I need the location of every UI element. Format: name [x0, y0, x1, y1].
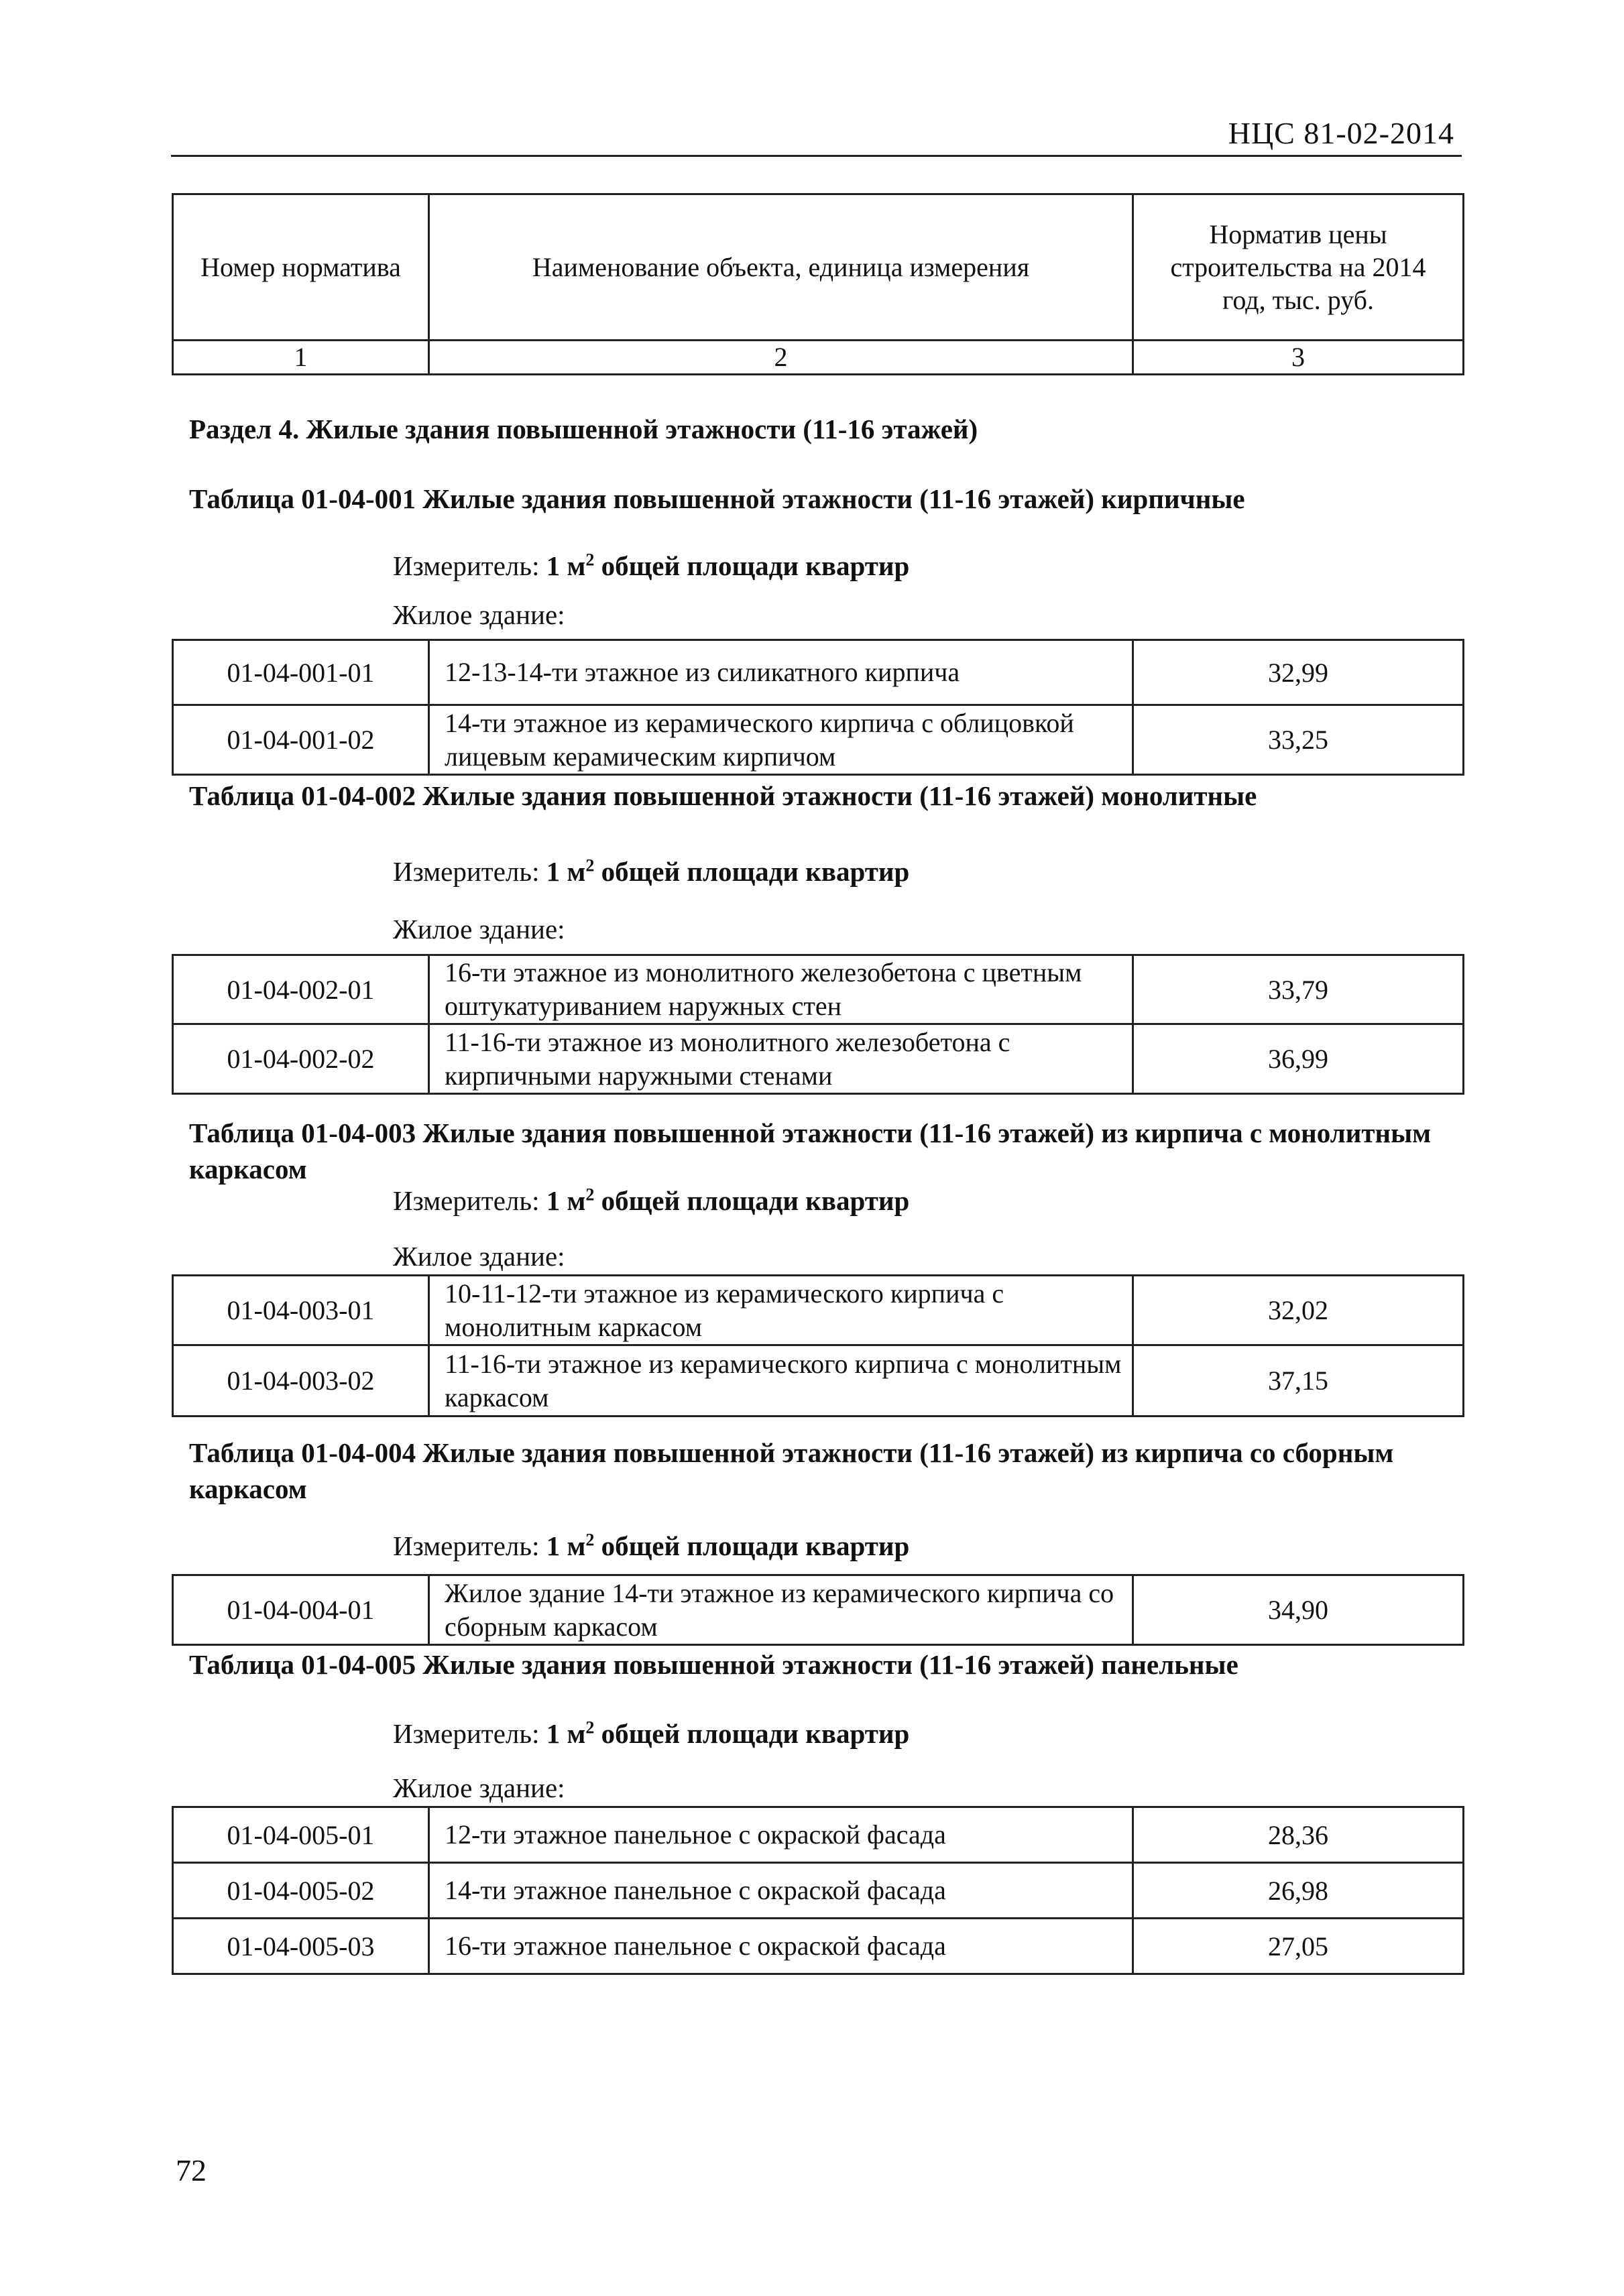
- table-title: Таблица 01-04-001 Жилые здания повышенной этажности (11-16 этажей) кирпичные: [189, 483, 1245, 514]
- row-name: 14-ти этажное из керамического кирпича с облицовкой лицевым керамическим кирпичом: [429, 705, 1133, 775]
- row-name: Жилое здание 14-ти этажное из керамического кирпича со сборным каркасом: [429, 1575, 1133, 1645]
- meter-line: Измеритель: 1 $м^2$ общей площади квартир: [393, 855, 910, 887]
- row-name: 10-11-12-ти этажное из керамического кирпича с монолитным каркасом: [429, 1276, 1133, 1345]
- data-table: [172, 954, 1464, 1095]
- row-code: 01-04-001-02: [173, 705, 429, 775]
- row-name: 16-ти этажное из монолитного железобетона с цветным оштукатуриванием наружных стен: [429, 955, 1133, 1024]
- row-code: 01-04-001-01: [173, 640, 429, 705]
- table-row: [173, 1276, 1464, 1345]
- table-row: [173, 1575, 1464, 1645]
- row-name: 12-ти этажное панельное с окраской фасада: [429, 1807, 1133, 1863]
- table-row: [173, 1345, 1464, 1416]
- table-row: [173, 640, 1464, 705]
- document-code: НЦС 81-02-2014: [1228, 116, 1454, 150]
- row-price: 27,05: [1133, 1919, 1464, 1974]
- table-row: [173, 1919, 1464, 1974]
- meter-line: Измеритель: 1 $м^2$ общей площади квартир: [393, 1530, 910, 1561]
- row-price: 26,98: [1133, 1863, 1464, 1919]
- row-code: 01-04-003-01: [173, 1276, 429, 1345]
- table-title: Таблица 01-04-004 Жилые здания повышенной этажности (11-16 этажей) из кирпича со сборным каркасом: [189, 1437, 1394, 1504]
- table-title: Таблица 01-04-003 Жилые здания повышенной этажности (11-16 этажей) из кирпича с монолитным каркасом: [189, 1117, 1432, 1185]
- table-row: [173, 1024, 1464, 1094]
- row-price: 34,90: [1133, 1575, 1464, 1645]
- meter-line: Измеритель: 1 $м^2$ общей площади квартир: [393, 550, 910, 581]
- header-rule: [171, 155, 1462, 157]
- row-code: 01-04-003-02: [173, 1345, 429, 1416]
- row-price: 33,79: [1133, 955, 1464, 1024]
- table-row: [173, 705, 1464, 775]
- row-price: 32,02: [1133, 1276, 1464, 1345]
- row-price: 32,99: [1133, 640, 1464, 705]
- row-code: 01-04-004-01: [173, 1575, 429, 1645]
- data-table: [172, 1806, 1464, 1975]
- row-code: 01-04-005-02: [173, 1863, 429, 1919]
- header-index-3: 3: [1133, 341, 1464, 375]
- row-code: 01-04-002-02: [173, 1024, 429, 1094]
- header-index-2: 2: [429, 341, 1133, 375]
- subhead: Жилое здание:: [393, 914, 565, 945]
- row-name: 11-16-ти этажное из керамического кирпича с монолитным каркасом: [429, 1345, 1133, 1416]
- meter-line: Измеритель: 1 $м^2$ общей площади квартир: [393, 1717, 910, 1749]
- row-price: 37,15: [1133, 1345, 1464, 1416]
- table-row: [173, 1863, 1464, 1919]
- row-name: 14-ти этажное панельное с окраской фасада: [429, 1863, 1133, 1919]
- table-title: Таблица 01-04-005 Жилые здания повышенной этажности (11-16 этажей) панельные: [189, 1649, 1238, 1680]
- row-price: 28,36: [1133, 1807, 1464, 1863]
- row-price: 33,25: [1133, 705, 1464, 775]
- row-code: 01-04-005-03: [173, 1919, 429, 1974]
- row-code: 01-04-005-01: [173, 1807, 429, 1863]
- section-title: Раздел 4. Жилые здания повышенной этажности (11-16 этажей): [189, 414, 978, 444]
- header-col-name: Наименование объекта, единица измерения: [429, 194, 1133, 341]
- table-title: Таблица 01-04-002 Жилые здания повышенной этажности (11-16 этажей) монолитные: [189, 780, 1257, 811]
- row-name: 12-13-14-ти этажное из силикатного кирпича: [429, 640, 1133, 705]
- subhead: Жилое здание:: [393, 1241, 565, 1272]
- row-price: 36,99: [1133, 1024, 1464, 1094]
- header-col-code: Номер норматива: [173, 194, 429, 341]
- row-name: 11-16-ти этажное из монолитного железобетона с кирпичными наружными стенами: [429, 1024, 1133, 1094]
- row-code: 01-04-002-01: [173, 955, 429, 1024]
- table-row: [173, 955, 1464, 1024]
- subhead: Жилое здание:: [393, 599, 565, 630]
- data-table: [172, 1274, 1464, 1417]
- header-index-1: 1: [173, 341, 429, 375]
- table-row: [173, 1807, 1464, 1863]
- subhead: Жилое здание:: [393, 1772, 565, 1803]
- data-table: [172, 639, 1464, 776]
- meter-line: Измеритель: 1 $м^2$ общей площади квартир: [393, 1185, 910, 1216]
- data-table: [172, 1574, 1464, 1646]
- column-header-table: [172, 193, 1464, 375]
- header-col-price: Норматив цены строительства на 2014 год, тыс. руб.: [1133, 194, 1464, 341]
- row-name: 16-ти этажное панельное с окраской фасада: [429, 1919, 1133, 1974]
- page-number: 72: [176, 2153, 207, 2187]
